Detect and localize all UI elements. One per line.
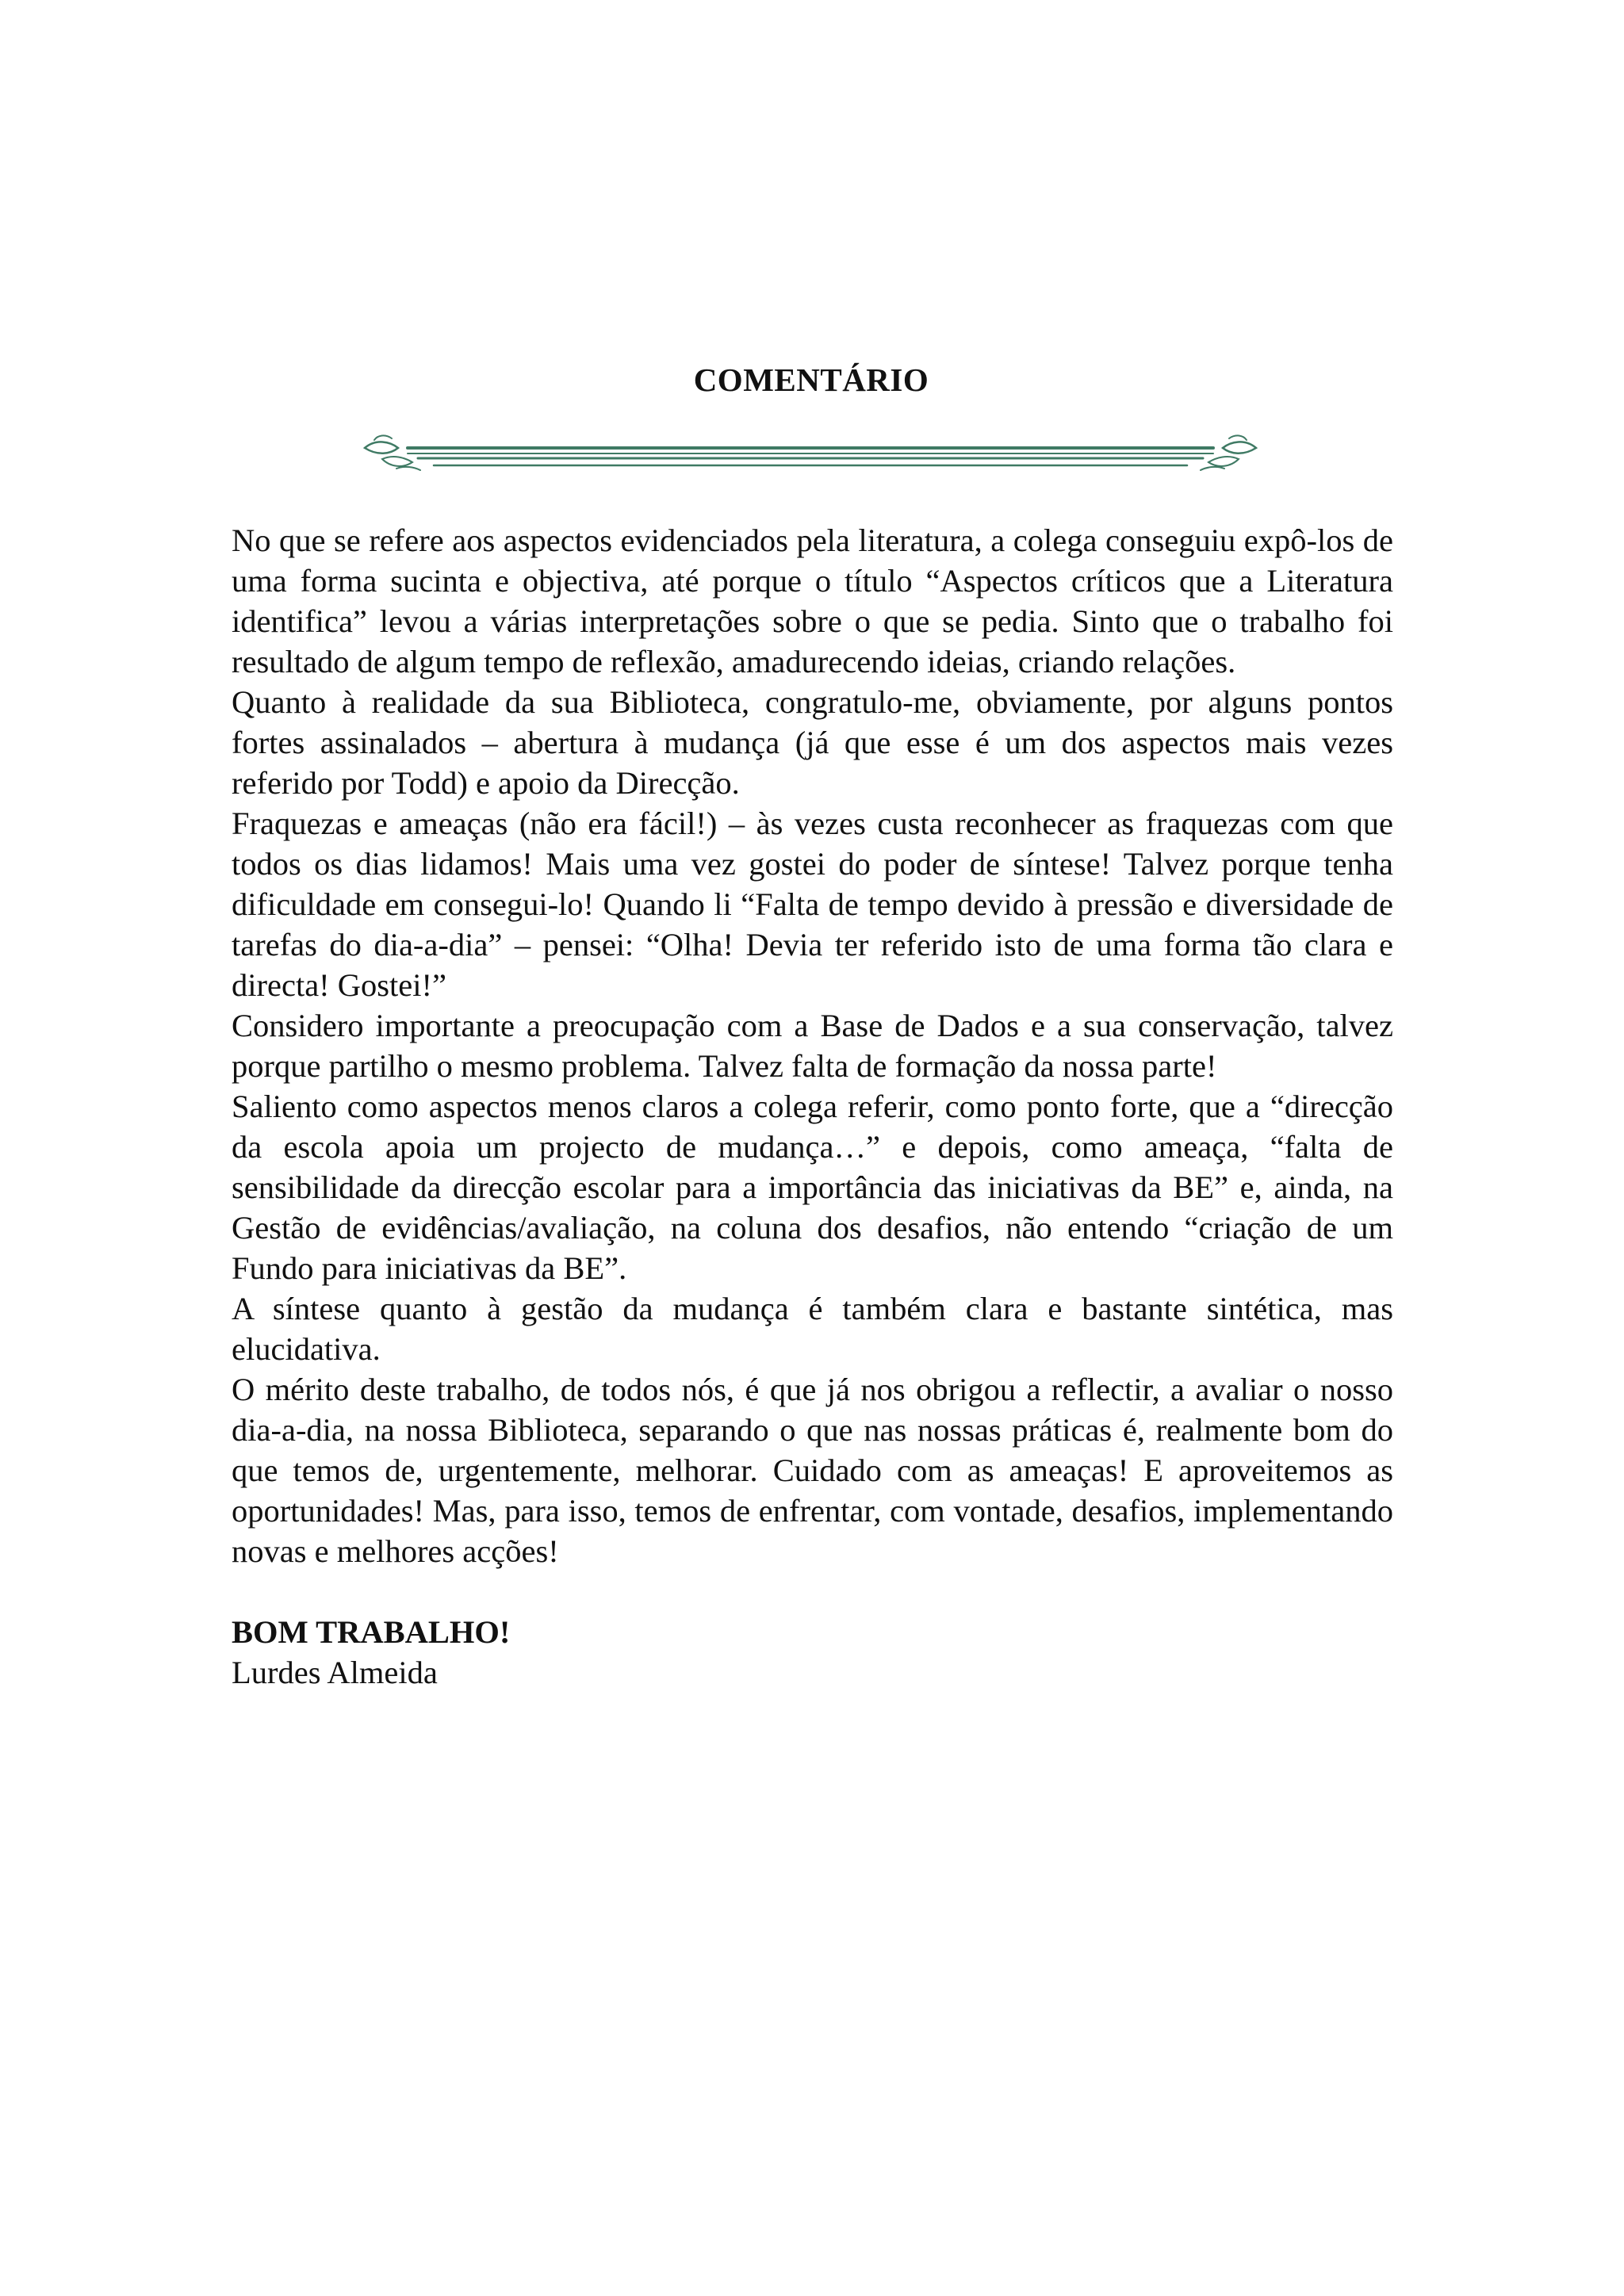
decorative-divider-ornament — [358, 430, 1262, 478]
comment-body — [232, 520, 1393, 1693]
page-title-text: COMENTÁRIO — [693, 362, 929, 398]
paragraph-2: Quanto à realidade da sua Biblioteca, congratulo-me, obviamente, por alguns pontos fortes assinalados – abertura à mudança (já que esse é um dos aspectos mais vezes referido por Todd) e apoio da Direcção. — [232, 684, 1393, 801]
paragraph-7: O mérito deste trabalho, de todos nós, é que já nos obrigou a reflectir, a avaliar o nosso dia-a-dia, na nossa Biblioteca, separando o que nas nossas práticas é, realmente bom do que temos de, urgentemente, melhorar. Cuidado com as ameaças! E aproveitemos as oportunidades! Mas, para isso, temos de enfrentar, com vontade, desafios, implementando novas e melhores acções! — [232, 1372, 1393, 1569]
spacer — [232, 1571, 1393, 1612]
paragraph-3: Fraquezas e ameaças (não era fácil!) – às vezes custa reconhecer as fraquezas com que todos os dias lidamos! Mais uma vez gostei do poder de síntese! Talvez porque tenha dificuldade em consegui-lo! Quando li “Falta de tempo devido à pressão e diversidade de tarefas do dia-a-dia” – pensei: “Olha! Devia ter referido isto de uma forma tão clara e directa! Gostei!” — [232, 806, 1393, 1003]
signature: Lurdes Almeida — [232, 1655, 438, 1690]
paragraph-4: Considero importante a preocupação com a Base de Dados e a sua conservação, talvez porque partilho o mesmo problema. Talvez falta de formação da nossa parte! — [232, 1008, 1393, 1084]
closing-line: BOM TRABALHO! — [232, 1614, 511, 1650]
paragraph-1: No que se refere aos aspectos evidenciados pela literatura, a colega conseguiu expô-los de uma forma sucinta e objectiva, até porque o título “Aspectos críticos que a Literatura identifica” levou a várias interpretações sobre o que se pedia. Sinto que o trabalho foi resultado de algum tempo de reflexão, amadurecendo ideias, criando relações. — [232, 522, 1393, 679]
page-title — [0, 356, 1624, 404]
paragraph-6: A síntese quanto à gestão da mudança é também clara e bastante sintética, mas elucidativa. — [232, 1291, 1393, 1367]
paragraph-5: Saliento como aspectos menos claros a colega referir, como ponto forte, que a “direcção da escola apoia um projecto de mudança…” e depois, como ameaça, “falta de sensibilidade da direcção escolar para a importância das iniciativas da BE” e, ainda, na Gestão de evidências/avaliação, na coluna dos desafios, não entendo “criação de um Fundo para iniciativas da BE”. — [232, 1089, 1393, 1286]
